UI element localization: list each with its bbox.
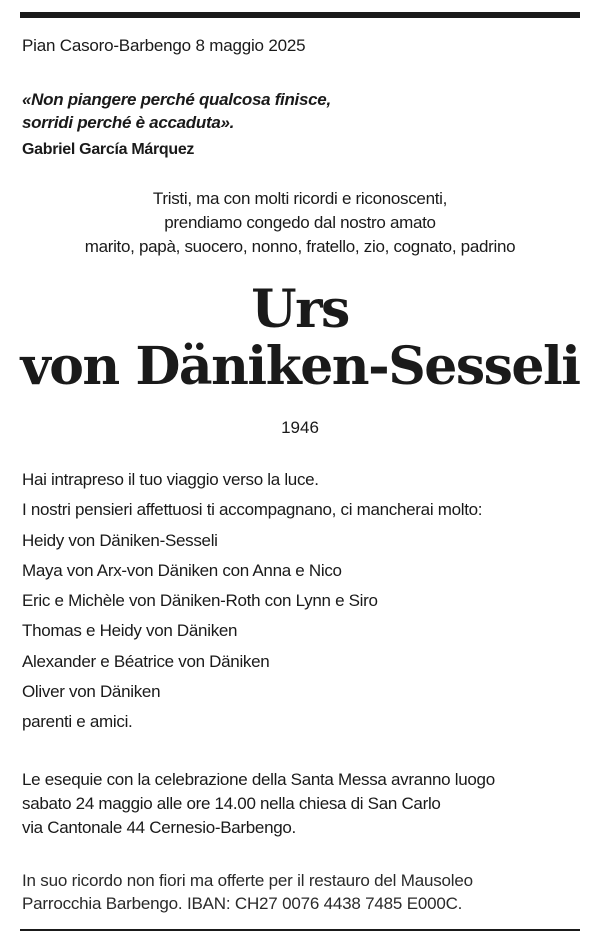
funeral-info: [22, 768, 495, 840]
funeral-line: Le esequie con la celebrazione della Santa Messa avranno luogo: [22, 770, 495, 789]
mourners-list: [22, 465, 482, 738]
mourner-line: Heidy von Däniken-Sesseli: [22, 530, 218, 550]
funeral-line: via Cantonale 44 Cernesio-Barbengo.: [22, 818, 296, 837]
intro-text: [0, 187, 600, 259]
quote-line: «Non piangere perché qualcosa finisce,: [22, 90, 331, 109]
deceased-last-name: von Däniken-Sesseli: [20, 336, 580, 397]
intro-line: Tristi, ma con molti ricordi e riconoscenti,: [152, 189, 448, 208]
mourner-line: Oliver von Däniken: [22, 682, 161, 702]
intro-line: prendiamo congedo dal nostro amato: [164, 213, 436, 232]
mourner-line: Hai intrapreso il tuo viaggio verso la luce.: [22, 470, 319, 489]
deceased-first-name: Urs: [251, 279, 349, 340]
funeral-line: sabato 24 maggio alle ore 14.00 nella chiesa di San Carlo: [22, 794, 441, 813]
mourner-line: I nostri pensieri affettuosi ti accompagnano, ci mancherai molto:: [22, 500, 483, 520]
birth-year: 1946: [281, 418, 319, 437]
mourner-line: Thomas e Heidy von Däniken: [22, 621, 238, 641]
intro-line: marito, papà, suocero, nonno, fratello, zio, cognato, padrino: [84, 237, 516, 256]
mourner-line: Maya von Arx-von Däniken con Anna e Nico: [22, 560, 342, 580]
quote: [22, 88, 331, 134]
mourner-line: Alexander e Béatrice von Däniken: [22, 651, 270, 671]
quote-author: Gabriel García Márquez: [22, 141, 195, 158]
donation-info: [22, 869, 473, 915]
donation-line: In suo ricordo non fiori ma offerte per il restauro del Mausoleo: [22, 871, 473, 890]
mourner-line: parenti e amici.: [22, 712, 133, 732]
mourner-line: Eric e Michèle von Däniken-Roth con Lynn e Siro: [22, 591, 378, 611]
donation-line: Parrocchia Barbengo. IBAN: CH27 0076 4438 7485 E000C.: [22, 894, 463, 913]
quote-line: sorridi perché è accaduta».: [22, 113, 235, 132]
place-date: Pian Casoro-Barbengo 8 maggio 2025: [22, 36, 306, 55]
bottom-rule: [20, 929, 580, 931]
top-rule: [20, 12, 580, 18]
